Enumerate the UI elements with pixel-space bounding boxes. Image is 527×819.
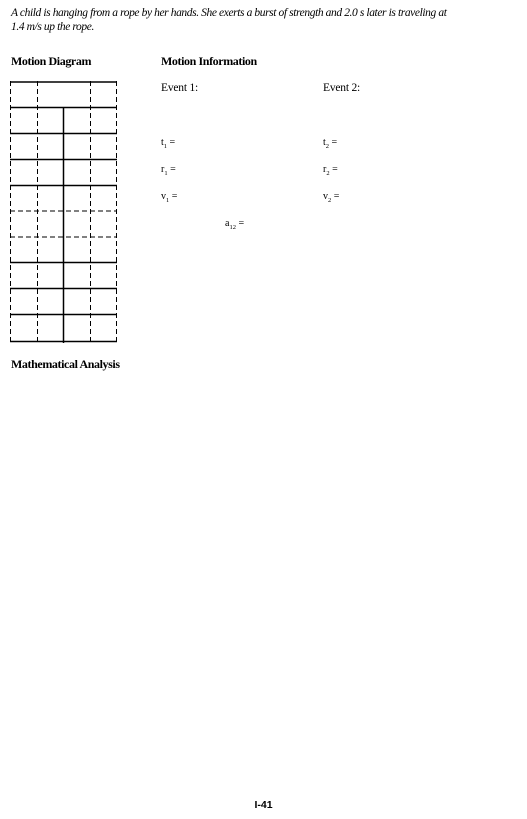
t1-field: $t_1$ = (161, 137, 176, 150)
r2-field: $r_2$ = (323, 164, 338, 177)
problem-line-2: 1.4 m/s up the rope. (11, 21, 94, 33)
event-1-label: Event 1: (161, 82, 199, 94)
r1-field: $r_1$ = (161, 164, 176, 177)
page-number: I-41 (254, 799, 273, 811)
problem-line-1: A child is hanging from a rope by her hands. She exerts a burst of strength and 2.0 s later is traveling at (11, 7, 447, 19)
mathematical-analysis-heading: Mathematical Analysis (11, 357, 120, 371)
motion-information-heading: Motion Information (161, 54, 257, 68)
motion-diagram-heading: Motion Diagram (11, 54, 92, 68)
a12-field: $a_{12}$ = (225, 218, 245, 231)
t2-field: $t_2$ = (323, 137, 338, 150)
v1-field: $v_1$ = (161, 191, 178, 204)
v2-field: $v_2$ = (323, 191, 340, 204)
problem-statement (11, 6, 516, 34)
motion-diagram-grid (10, 81, 118, 343)
event-2-label: Event 2: (323, 82, 361, 94)
